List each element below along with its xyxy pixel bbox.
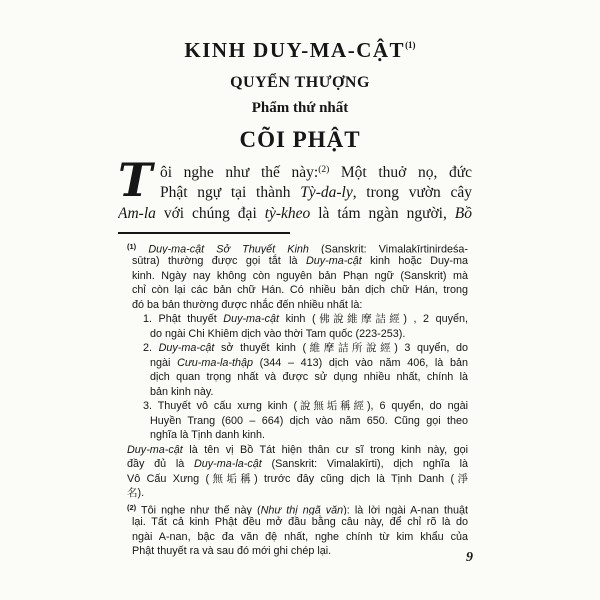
text-segment: 1. Phật thuyết (143, 313, 224, 325)
cjk-text-segment: 維摩詰所說經 (306, 342, 395, 354)
text-segment: Cưu-ma-la-thập (177, 356, 253, 369)
text-line (127, 457, 468, 472)
text-segment: là tám ngàn người, (310, 205, 455, 222)
cjk-text-segment: 無垢稱 (209, 472, 255, 485)
text-segment: đầy đủ là (127, 458, 194, 470)
cjk-text-segment: 說無垢稱經 (297, 400, 367, 412)
volume-title: QUYỂN THƯỢNG (230, 74, 370, 91)
text-line (160, 160, 472, 182)
text-segment: do ngài Chi Khiêm dịch vào thời Tam quốc (223-253). (150, 327, 406, 340)
text-line (127, 414, 468, 429)
cjk-text-segment: 佛說維摩詰經 (315, 313, 404, 325)
text-line (127, 254, 468, 269)
text-segment: (344 – 413) dịch vào năm 406, là bản (252, 356, 468, 369)
text-segment: Bồ (454, 205, 472, 222)
text-segment: Duy-ma-cật Sở Thuyết Kinh (148, 243, 309, 254)
page-header (0, 0, 600, 153)
text-segment: đó ba bản thường được nhắc đến nhiều nhất là: (132, 298, 363, 311)
text-segment: sở thuyết kinh ( (214, 342, 307, 354)
text-segment: 3. Thuyết vô cấu xưng kinh ( (143, 400, 298, 412)
text-segment: Phật ngự tại thành (160, 183, 301, 201)
text-line (127, 486, 468, 501)
text-line (127, 370, 468, 385)
text-line (160, 182, 472, 204)
text-segment: Tỳ-da-ly (300, 183, 353, 201)
text-segment: lại. Tất cả kinh Phật đều mở đầu bằng câu này, để chỉ rõ là do (132, 516, 468, 528)
text-segment: (Sanskrit: Vimalakīrti), dịch nghĩa là (261, 458, 468, 470)
text-segment: Tôi nghe như thế này ( (136, 504, 261, 515)
text-segment (136, 243, 148, 254)
text-segment: Duy-ma-cật (127, 443, 183, 456)
text-segment: , trong vườn cây (352, 183, 472, 201)
text-segment: ngài A-nan, bậc đa văn đệ nhất, nghe chính từ kim khẩu của (132, 530, 468, 543)
text-segment: Duy-ma-cật (223, 313, 280, 325)
text-segment: nghĩa là Tịnh danh kinh. (150, 429, 266, 441)
text-line (127, 399, 468, 414)
text-segment: ) , 2 quyển, (403, 313, 468, 325)
text-segment: ), 6 quyển, do ngài (366, 400, 468, 412)
footnote-marker: (1) (127, 241, 137, 251)
text-line (127, 544, 468, 559)
text-segment: dịch quan trọng nhất và được sử dụng nhiều nhất, chính là (150, 371, 468, 383)
text-segment: chỉ còn lại các bản chữ Hán. Có nhiều bản dịch chữ Hán, trong (132, 284, 468, 296)
text-line (127, 501, 468, 516)
body-lines (118, 153, 472, 225)
text-segment: (Sanskrit: Vimalakīrtinirdeśa- (308, 243, 468, 254)
text-line (127, 443, 468, 458)
text-line (127, 283, 468, 298)
text-line (127, 312, 468, 327)
text-line (127, 240, 468, 255)
text-segment: ôi nghe như thế này: (160, 164, 319, 181)
text-line (127, 530, 468, 545)
part-title: Phẩm thứ nhất (251, 100, 349, 116)
text-segment: Như thị ngã văn (260, 504, 344, 515)
text-segment: kinh ( (279, 313, 316, 325)
text-line (127, 298, 468, 313)
page-number: 9 (466, 550, 473, 565)
text-segment: sūtra) thường được gọi tắt là (132, 255, 306, 267)
text-segment: ) trước đây cũng dịch là Tịnh Danh ( (254, 472, 455, 485)
text-segment: ngài (150, 356, 178, 369)
book-title-text: KINH DUY-MA-CẬT (184, 38, 406, 62)
text-line (127, 327, 468, 342)
text-segment: kinh. Ngày nay không còn nguyên bản Phạn ngữ (Sanskrit) mà (132, 269, 468, 282)
text-line (127, 385, 468, 400)
text-line (127, 472, 468, 487)
text-segment: Duy-ma-la-cật (193, 458, 262, 470)
body-paragraph (118, 153, 472, 225)
text-segment: Một thuở nọ, đức (329, 164, 472, 181)
text-segment: 2. (143, 342, 159, 354)
text-segment: Duy-ma-cật (305, 255, 362, 267)
text-segment: với chúng đại (155, 205, 265, 222)
text-segment: bản kinh này. (150, 385, 214, 398)
text-segment: ) 3 quyển, do (394, 342, 468, 354)
text-segment: là tên vị Bồ Tát hiện thân cư sĩ trong kinh này, gọi (182, 443, 468, 456)
text-segment: Phật thuyết ra và sau đó mới ghi chép lại. (132, 545, 332, 557)
text-line (127, 428, 468, 443)
text-segment: Duy-ma-cật (158, 342, 215, 354)
cjk-text-segment: 名 (127, 487, 138, 499)
dropcap-letter: T (118, 153, 153, 207)
chapter-title: CÕI PHẬT (239, 127, 361, 152)
title-footnote-ref: (1) (405, 40, 416, 50)
footnote-marker: (2) (318, 165, 330, 175)
text-segment: Huyền Trang (600 – 664) dịch vào năm 650. Cũng gọi theo (150, 414, 468, 427)
text-segment: Am-la (118, 205, 156, 222)
text-segment: tỳ-kheo (264, 205, 311, 222)
text-segment: ): là lời ngài A-nan thuật (343, 504, 468, 515)
book-title (0, 33, 600, 62)
text-segment: kinh hoặc Duy-ma (361, 255, 468, 267)
text-segment: Vô Cấu Xưng ( (127, 472, 210, 485)
footnotes-block (127, 240, 468, 559)
text-line (127, 269, 468, 284)
text-line (127, 356, 468, 371)
text-line (127, 515, 468, 530)
text-line (118, 203, 472, 225)
text-line (127, 341, 468, 356)
footnote-marker: (2) (127, 502, 137, 512)
text-segment: ). (137, 487, 145, 499)
cjk-text-segment: 淨 (454, 472, 468, 485)
footnote-separator-rule (118, 232, 290, 234)
